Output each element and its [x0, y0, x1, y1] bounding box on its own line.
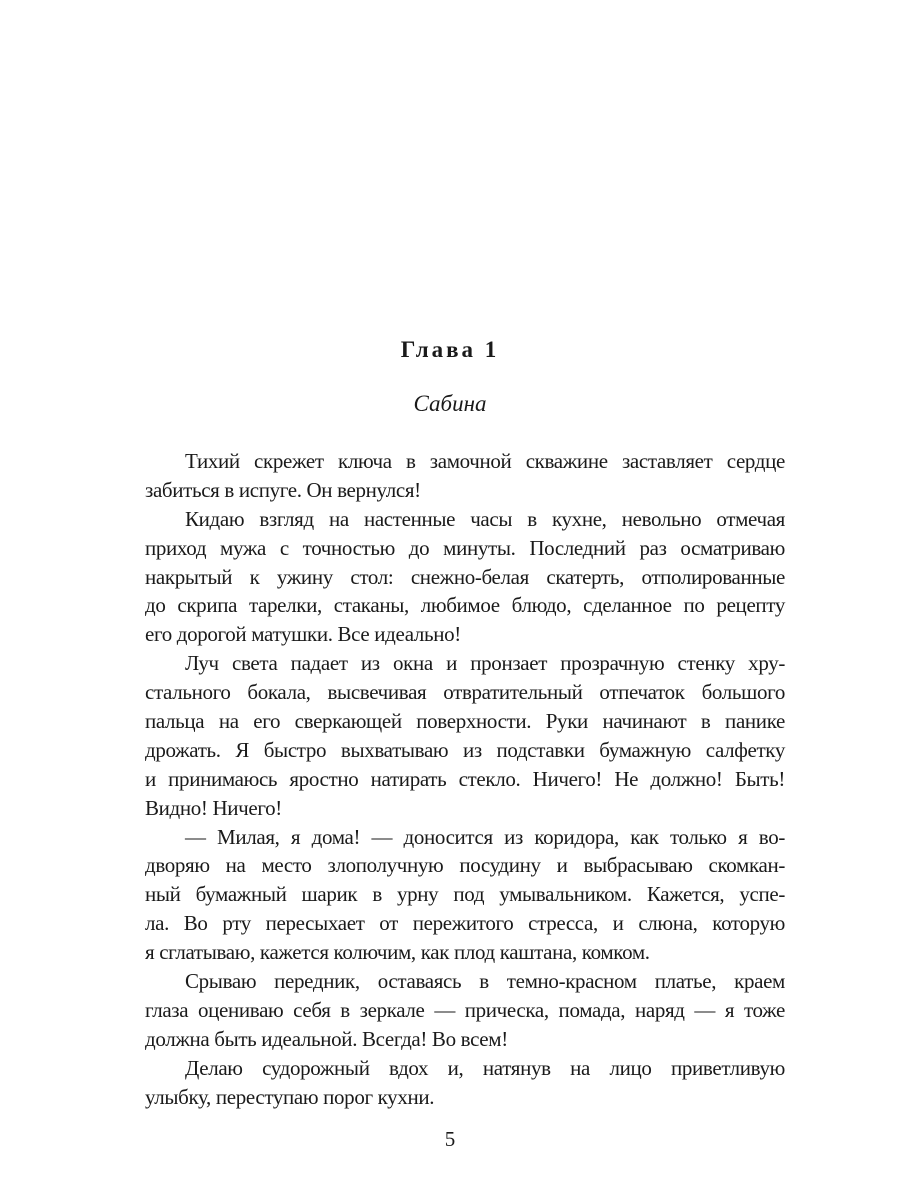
paragraph — [145, 1054, 785, 1112]
text-line: стального бокала, высвечивая отвратительный отпечаток большого — [145, 680, 785, 705]
text-line: дворяю на место злополучную посудину и выбрасываю скомкан- — [145, 853, 785, 878]
paragraph — [145, 505, 785, 649]
text-line: Делаю судорожный вдох и, натянув на лицо приветливую — [185, 1055, 785, 1080]
text-line: до скрипа тарелки, стаканы, любимое блюдо, сделанное по рецепту — [145, 593, 785, 618]
page-number: 5 — [444, 1127, 456, 1151]
text-line: забиться в испуге. Он вернулся! — [145, 477, 421, 502]
text-line: приход мужа с точностью до минуты. Последний раз осматриваю — [145, 535, 785, 560]
chapter-subtitle: Сабина — [413, 391, 487, 416]
text-line: Тихий скрежет ключа в замочной скважине заставляет сердце — [185, 449, 785, 473]
text-line: пальца на его сверкающей поверхности. Руки начинают в панике — [145, 709, 785, 734]
text-line: накрытый к ужину стол: снежно-белая скатерть, отполированные — [145, 564, 785, 589]
text-line: ный бумажный шарик в урну под умывальником. Кажется, успе- — [145, 882, 785, 907]
paragraph — [145, 447, 785, 505]
text-line: Кидаю взгляд на настенные часы в кухне, невольно отмечая — [185, 506, 785, 531]
body-text — [145, 447, 785, 1111]
paragraph — [145, 649, 785, 822]
text-line: глаза оцениваю себя в зеркале — прическа, помада, наряд — я тоже — [145, 997, 785, 1022]
chapter-title: Глава 1 — [400, 337, 500, 362]
text-line: ла. Во рту пересыхает от пережитого стресса, и слюна, которую — [145, 911, 785, 936]
text-line: Срываю передник, оставаясь в темно-красном платье, краем — [185, 969, 785, 994]
paragraph — [145, 967, 785, 1054]
text-line: улыбку, переступаю порог кухни. — [145, 1084, 435, 1109]
paragraph — [145, 823, 785, 967]
text-line: Видно! Ничего! — [145, 795, 282, 820]
text-line: я сглатываю, кажется колючим, как плод каштана, комком. — [145, 940, 650, 965]
text-line: должна быть идеальной. Всегда! Во всем! — [145, 1026, 508, 1051]
text-line: его дорогой матушки. Все идеально! — [145, 622, 461, 647]
text-line: дрожать. Я быстро выхватываю из подставки бумажную салфетку — [145, 737, 785, 762]
text-line: и принимаюсь яростно натирать стекло. Ничего! Не должно! Быть! — [145, 766, 785, 791]
text-line: — Милая, я дома! — доносится из коридора, как только я во- — [185, 824, 785, 849]
text-line: Луч света падает из окна и пронзает прозрачную стенку хру- — [185, 651, 785, 676]
